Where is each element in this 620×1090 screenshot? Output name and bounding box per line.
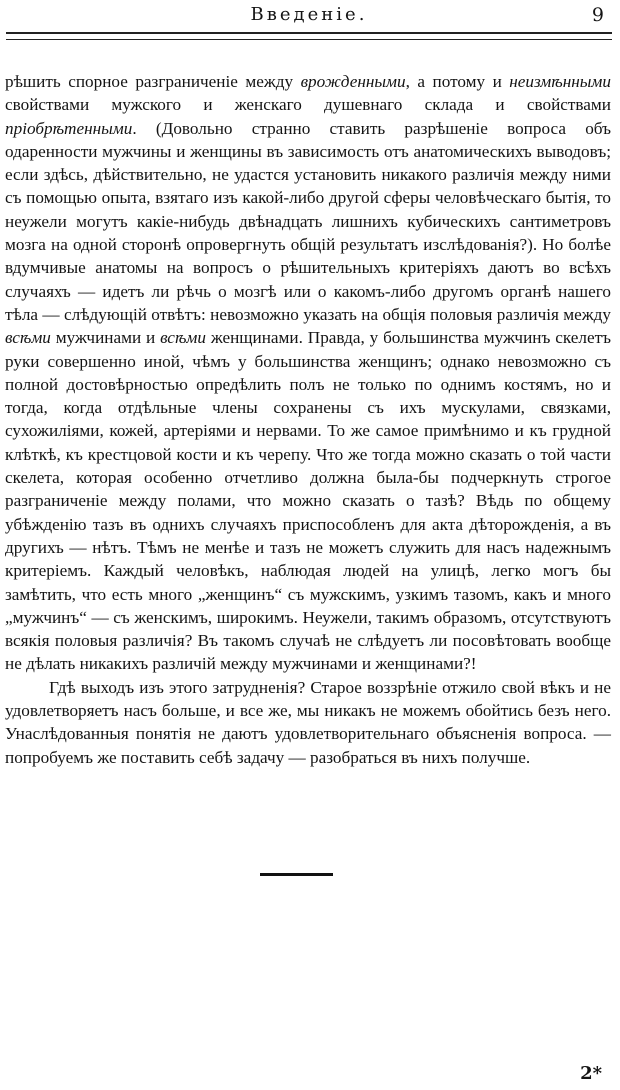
text-run: . (Довольно странно ставить разрѣшенiе вопроса объ одаренности мужчины и женщины въ зависимость отъ анатомическихъ выводовъ; если здѣсь, дѣйствительно, не удастся установить никакого различiя между ними съ помощью опыта, взятаго изъ какой-либо другой сферы человѣческаго бытiя, то неужели могутъ какiе-нибудь двѣнадцать лишнихъ кубическихъ сантиметровъ мозга на одной сторонѣ опровергнуть общiй результатъ изслѣдованiя?). Но болѣе вдумчивые анатомы на вопросъ о рѣшительныхъ критерiяхъ даютъ во всѣхъ случаяхъ — идетъ ли рѣчь о мозгѣ или о какомъ-либо другомъ органѣ нашего тѣла — слѣдующiй отвѣтъ: невозможно указать на общiя половыя различiя между xyxy=(5,118,611,324)
text-run: свойствами мужского и женскаго душевнаго склада и свойствами xyxy=(5,95,611,115)
body-text xyxy=(5,70,611,769)
text-run: , а потому и xyxy=(405,72,510,91)
emphasis-unchangeable: неизмѣнными xyxy=(509,72,611,91)
paragraph-2: Гдѣ выходъ изъ этого затрудненiя? Старое воззрѣнiе отжило свой вѣкъ и не удовлетворяетъ насъ больше, и все же, мы никакъ не можемъ обойтись безъ него. Унаслѣдованныя понятiя не даютъ удовлетворительнаго объясненiя вопроса. — попробуемъ же поставить себѣ задачу — разобраться въ нихъ получше. xyxy=(5,677,611,767)
emphasis-innate: врожденными xyxy=(300,72,406,91)
emphasis-all-women: всѣми xyxy=(160,328,206,348)
page-number: 9 xyxy=(591,4,604,26)
text-run: мужчинами и xyxy=(50,328,161,348)
text-run: рѣшить спорное разграниченiе между xyxy=(5,72,301,91)
emphasis-acquired: прiобрѣтенными xyxy=(5,118,133,138)
paragraph-1 xyxy=(5,70,611,676)
emphasis-all-men: всѣми xyxy=(5,328,51,348)
signature-mark: 2* xyxy=(580,1063,602,1084)
text-run: женщинами. Правда, у большинства мужчинъ скелетъ руки совершенно иной, чѣмъ у большинства женщинъ; однако невозможно съ полной достовѣрностью опредѣлить полъ не только по однимъ костямъ, но и тогда, когда отдѣльные члены сохранены съ ихъ мускулами, связками, сухожилiями, кожей, артерiями и нервами. То же самое примѣнимо и къ грудной клѣткѣ, къ крестцовой кости и къ черепу. Что же тогда можно сказать о той части скелета, которая особенно отчетливо должна была-бы подчеркнуть строгое разграниченiе между полами, что можно сказать о тазѣ? Вѣдь по общему убѣжденiю тазъ въ однихъ случаяхъ приспособленъ для акта дѣторожденiя, а въ другихъ — нѣтъ. Тѣмъ не менѣе и тазъ не можетъ служить для насъ надежнымъ критерiемъ. Каждый человѣкъ, наблюдая людей на улицѣ, легко могъ бы замѣтить, что есть много „женщинъ“ съ мужскимъ, узкимъ тазомъ, какъ и много „мужчинъ“ — съ женскимъ, широкимъ. Неужели, такимъ образомъ, отсутствуютъ всякiя половыя различiя? Въ такомъ случаѣ не слѣдуетъ ли посовѣтовать вообще не дѣлать никакихъ различiй между мужчинами и женщинами?! xyxy=(5,328,611,674)
running-title: Введенiе. xyxy=(250,4,368,25)
running-header xyxy=(8,4,610,30)
header-rule xyxy=(6,32,612,40)
closing-rule xyxy=(260,873,333,876)
